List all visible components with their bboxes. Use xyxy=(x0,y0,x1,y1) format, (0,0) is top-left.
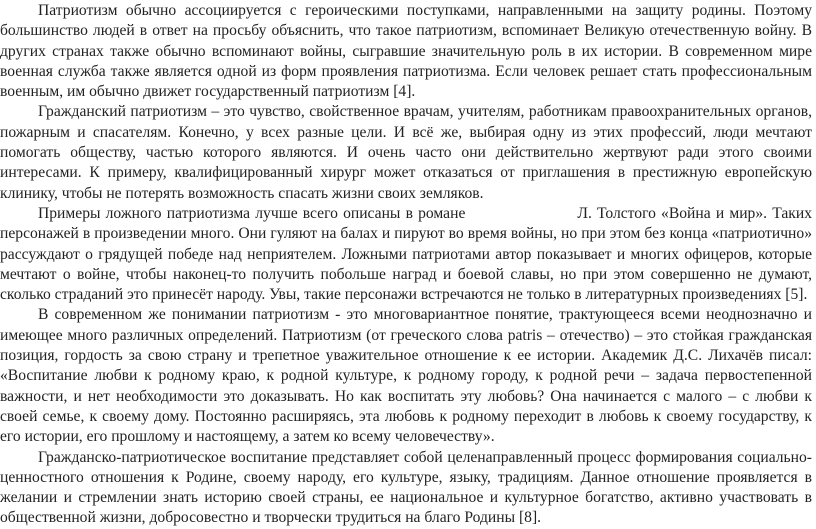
paragraph-false-patriotism-start: Примеры ложного патриотизма лучше всего описаны в романе xyxy=(38,204,466,222)
paragraph-state-patriotism: Патриотизм обычно ассоциируется с героическими поступками, направленными на защиту родины. Поэтому большинство людей в ответ на просьбу объяснить, что такое патриотизм, вспоминает Великую отечественную войну. В других странах также обычно вспоминают войны, сыгравшие значительную роль в их истории. В современном мире военная служба также является одной из форм проявления патриотизма. Если человек решает стать профессиональным военным, им обычно движет государственный патриотизм [4]. xyxy=(0,2,812,101)
paragraph-civic-patriotism: Гражданский патриотизм – это чувство, свойственное врачам, учителям, работникам правоохранительных органов, пожарным и спасателям. Конечно, у всех разные цели. И всё же, выбирая одну из этих профессий, люди мечтают помогать обществу, частью которого являются. И очень часто они действительно жертвуют ради этого своими интересами. К примеру, квалифицированный хирург может отказаться от приглашения в престижную европейскую клинику, чтобы не потерять возможность спасать жизни своих земляков. xyxy=(0,103,812,202)
paragraph-false-patriotism xyxy=(0,204,812,305)
paragraph-modern-understanding: В современном же понимании патриотизм - это многовариантное понятие, трактующееся всеми неоднозначно и имеющее много различных определений. Патриотизм (от греческого слова patris – отечество) – это стойкая гражданская позиция, гордость за свою страну и трепетное уважительное отношение к ее истории. Академик Д.С. Лихачёв писал: «Воспитание любви к родному краю, к родной культуре, к родному городу, к родной речи – задача первостепенной важности, и нет необходимости это доказывать. Но как воспитать эту любовь? Она начинается с малого – с любви к своей семье, к своему дому. Постоянно расширяясь, эта любовь к родному переходит в любовь к своему государству, к его истории, его прошлому и настоящему, а затем ко всему человечеству». xyxy=(0,306,812,446)
paragraph-false-patriotism-rest: Л. Толстого «Война и мир». Таких персонажей в произведении много. Они гуляют на балах и пируют во время войны, но при этом без конца «патриотично» рассуждают о грядущей победе над неприятелем. Ложными патриотами автор показывает и многих офицеров, которые мечтают о войне, чтобы наконец-то получить побольше наград и боевой славы, но при этом совершенно не думают, сколько страданий это принесёт народу. Увы, такие персонажи встречаются не только в литературных произведениях [5]. xyxy=(0,204,812,304)
paragraph-civic-patriotic-education: Гражданско-патриотическое воспитание представляет собой целенаправленный процесс формирования социально-ценностного отношения к Родине, своему народу, его культуре, языку, традициям. Данное отношение проявляется в желании и стремлении знать историю своей страны, ее национальное и культурное богатство, активно участвовать в общественной жизни, добросовестно и творчески трудиться на благо Родины [8]. xyxy=(0,448,812,527)
